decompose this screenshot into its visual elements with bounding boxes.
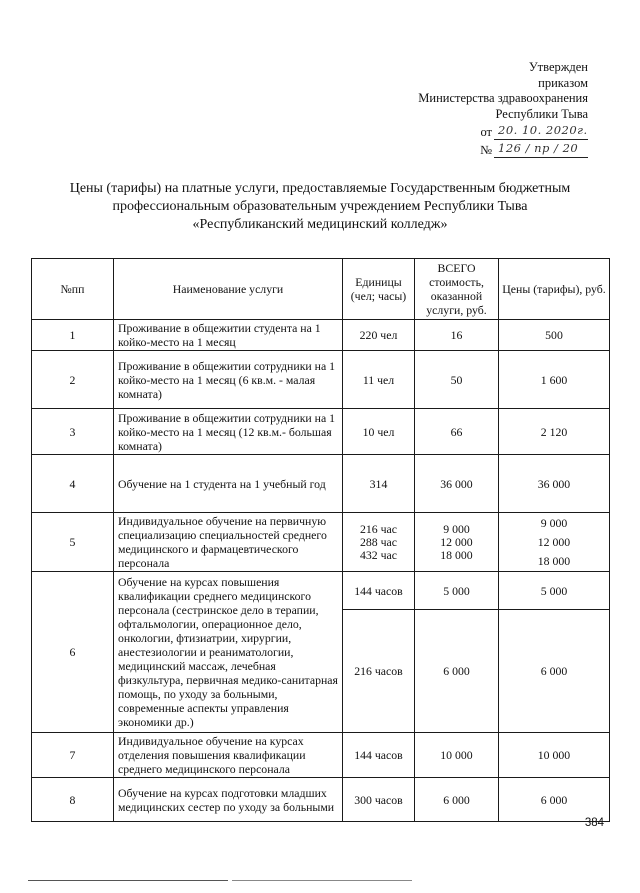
row-units: 11 чел <box>343 351 415 409</box>
row-price: 6 000 <box>499 610 610 733</box>
units-value: 216 час <box>359 521 398 536</box>
row-price: 5 000 <box>499 572 610 610</box>
table-header-row <box>32 259 610 320</box>
row-total: 6 000 <box>415 610 499 733</box>
handwritten-date: 20. 10. 2020г. <box>494 123 588 140</box>
row-service: Индивидуальное обучение на первичную специализацию специальностей среднего медицинского и фармацевтического персонала <box>114 513 343 572</box>
row-price: 10 000 <box>499 733 610 778</box>
price-value: 18 000 <box>537 553 571 568</box>
scan-edge-line <box>232 880 412 881</box>
row-price <box>499 513 610 572</box>
total-value: 18 000 <box>440 547 473 562</box>
price-value: 9 000 <box>540 515 568 530</box>
document-title <box>20 180 620 234</box>
row-num: 7 <box>32 733 114 778</box>
scan-edge-line <box>28 880 228 881</box>
header-price: Цены (тарифы), руб. <box>499 259 610 320</box>
row-num: 1 <box>32 320 114 351</box>
row-num: 5 <box>32 513 114 572</box>
row-num: 8 <box>32 778 114 822</box>
table-row <box>32 572 610 610</box>
row-service: Проживание в общежитии сотрудники на 1 койко-место на 1 месяц (12 кв.м.- большая комната) <box>114 409 343 455</box>
table-row <box>32 455 610 513</box>
row-service: Проживание в общежитии студента на 1 койко-место на 1 месяц <box>114 320 343 351</box>
table-row <box>32 351 610 409</box>
title-line: Цены (тарифы) на платные услуги, предоставляемые Государственным бюджетным <box>69 181 571 196</box>
row-units: 314 <box>343 455 415 513</box>
row-num: 2 <box>32 351 114 409</box>
page-number: 384 <box>584 817 604 829</box>
row-units: 144 часов <box>343 572 415 610</box>
row-total: 10 000 <box>415 733 499 778</box>
row-price: 2 120 <box>499 409 610 455</box>
row-service: Обучение на курсах повышения квалификации среднего медицинского персонала (сестринское дело в терапии, офтальмологии, операционное дело, онкологии, фтизиатрии, хирургии, анестезиологии и реаниматологии, медицинский массаж, лечебная физкультура, первичная медико-санитарная помощь, по уходу за больными, современные аспекты управления экономики др.) <box>114 572 343 733</box>
header-name: Наименование услуги <box>114 259 343 320</box>
row-num: 6 <box>32 572 114 733</box>
row-units <box>343 513 415 572</box>
row-price: 1 600 <box>499 351 610 409</box>
row-total: 16 <box>415 320 499 351</box>
row-total: 36 000 <box>415 455 499 513</box>
row-total <box>415 513 499 572</box>
row-price: 500 <box>499 320 610 351</box>
row-units: 10 чел <box>343 409 415 455</box>
table-row <box>32 778 610 822</box>
table-row <box>32 513 610 572</box>
row-total: 66 <box>415 409 499 455</box>
row-service: Обучение на курсах подготовки младших медицинских сестер по уходу за больными <box>114 778 343 822</box>
approval-line: приказом <box>538 75 588 90</box>
title-line: профессиональным образовательным учреждением Республики Тыва <box>112 199 528 214</box>
row-total: 5 000 <box>415 572 499 610</box>
row-total: 50 <box>415 351 499 409</box>
approval-date <box>418 125 588 140</box>
price-value: 12 000 <box>537 534 571 549</box>
date-label: от <box>480 125 492 139</box>
approval-line: Министерства здравоохранения <box>418 91 588 105</box>
row-num: 3 <box>32 409 114 455</box>
price-table <box>31 258 610 822</box>
total-value: 9 000 <box>443 521 470 536</box>
row-price: 6 000 <box>499 778 610 822</box>
row-units: 300 часов <box>343 778 415 822</box>
approval-line: Утвержден <box>528 60 588 74</box>
row-num: 4 <box>32 455 114 513</box>
approval-number <box>418 143 588 158</box>
table-row <box>32 320 610 351</box>
table-row <box>32 409 610 455</box>
header-num: №пп <box>32 259 114 320</box>
units-value: 432 час <box>359 547 398 562</box>
approval-block <box>418 60 588 158</box>
total-value: 12 000 <box>440 534 473 549</box>
header-units: Единицы (чел; часы) <box>343 259 415 320</box>
table-row <box>32 733 610 778</box>
approval-line: Республики Тыва <box>495 106 588 121</box>
units-value: 288 час <box>359 534 398 549</box>
title-line: «Республиканский медицинский колледж» <box>192 217 448 232</box>
row-units: 220 чел <box>343 320 415 351</box>
row-total: 6 000 <box>415 778 499 822</box>
row-service: Обучение на 1 студента на 1 учебный год <box>114 455 343 513</box>
header-total: ВСЕГО стоимость, оказанной услуги, руб. <box>415 259 499 320</box>
handwritten-number: 126 / пр / 20 <box>494 141 588 158</box>
row-units: 144 часов <box>343 733 415 778</box>
row-service: Индивидуальное обучение на курсах отделения повышения квалификации среднего медицинского персонала <box>114 733 343 778</box>
row-units: 216 часов <box>343 610 415 733</box>
row-price: 36 000 <box>499 455 610 513</box>
number-label: № <box>480 143 492 157</box>
row-service: Проживание в общежитии сотрудники на 1 койко-место на 1 месяц (6 кв.м. - малая комната) <box>114 351 343 409</box>
